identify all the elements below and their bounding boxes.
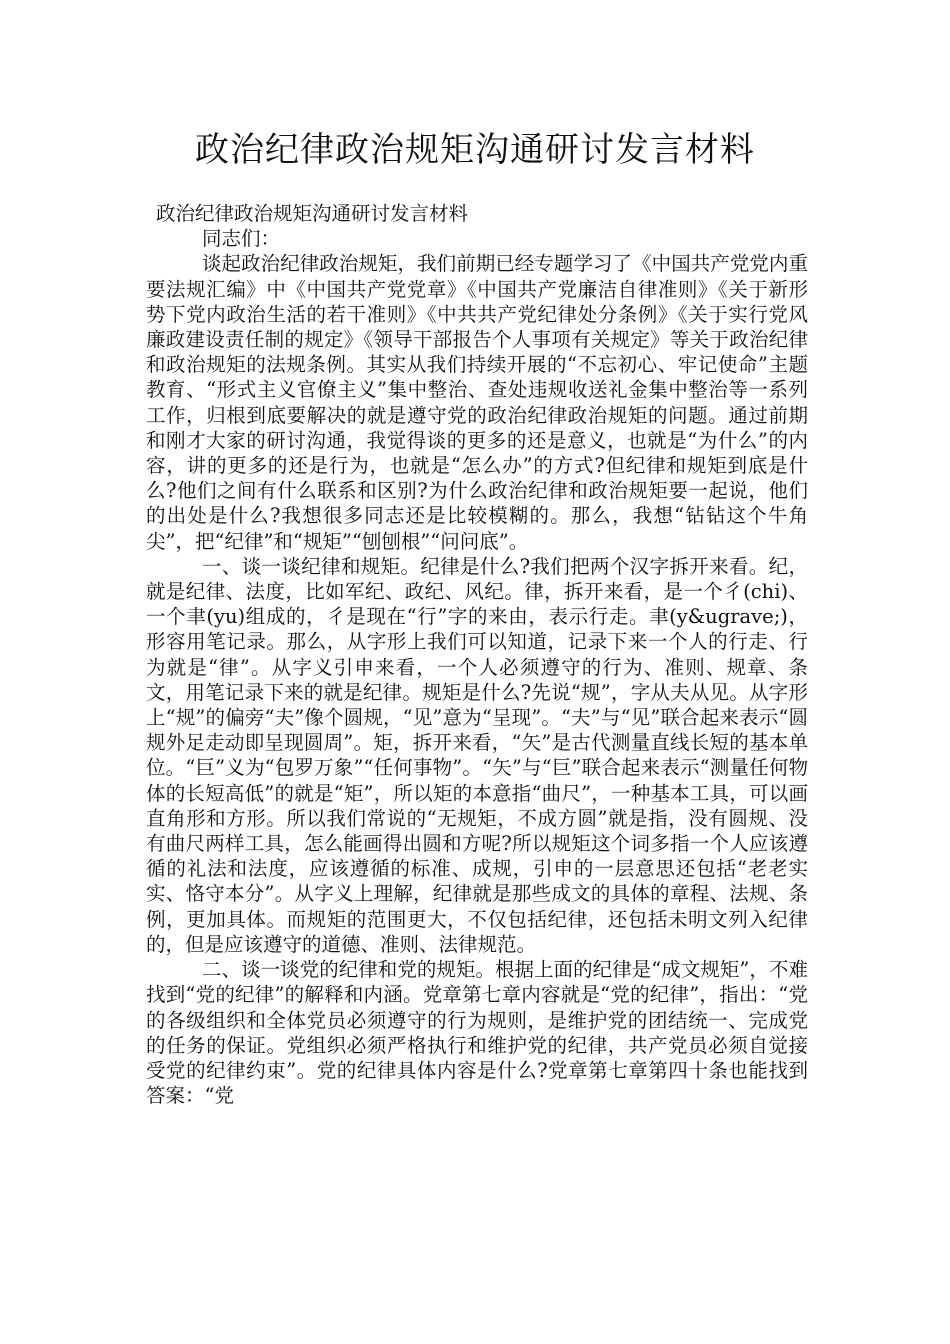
body-paragraph-1: 谈起政治纪律政治规矩，我们前期已经专题学习了《中国共产党党内重要法规汇编》中《中国共产党党章》《中国共产党廉洁自律准则》《关于新形势下党内政治生活的若干准则》《中共共产党纪律处分条例》《关于实行党风廉政建设责任制的规定》《领导干部报告个人事项有关规定》等关于政治纪律和政治规矩的法规条例。其实从我们持续开展的“不忘初心、牢记使命”主题教育、“形式主义官僚主义”集中整治、查处违规收送礼金集中整治等一系列工作，归根到底要解决的就是遵守党的政治纪律政治规矩的问题。通过前期和刚才大家的研讨沟通，我觉得谈的更多的还是意义，也就是“为什么”的内容，讲的更多的还是行为，也就是“怎么办”的方式?但纪律和规矩到底是什么?他们之间有什么联系和区别?为什么政治纪律和政治规矩要一起说，他们的出处是什么?我想很多同志还是比较模糊的。那么，我想“钻钻这个牛角尖”，把“纪律”和“规矩”“刨刨根”“问问底”。 [146, 252, 808, 553]
document-title: 政治纪律政治规矩沟通研讨发言材料 [195, 130, 755, 170]
body-paragraph-2: 一、谈一谈纪律和规矩。纪律是什么?我们把两个汉字拆开来看。纪，就是纪律、法度，比如军纪、政纪、风纪。律，拆开来看，是一个彳(chi)、一个聿(yu)组成的，彳是现在“行”字的来由，表示行走。聿(y&ugrave;)，形容用笔记录。那么，从字形上我们可以知道，记录下来一个人的行走、行为就是“律”。从字义引申来看，一个人必须遵守的行为、准则、规章、条文，用笔记录下来的就是纪律。规矩是什么?先说“规”，字从夫从见。从字形上“规”的偏旁“夫”像个圆规，“见”意为“呈现”。“夫”与“见”联合起来表示“圆规外足走动即呈现圆周”。矩，拆开来看，“矢”是古代测量直线长短的基本单位。“巨”义为“包罗万象”“任何事物”。“矢”与“巨”联合起来表示“测量任何物体的长短高低”的就是“矩”，所以矩的本意指“曲尺”，一种基本工具，可以画直角形和方形。所以我们常说的“无规矩，不成方圆”就是指，没有圆规、没有曲尺两样工具，怎么能画得出圆和方呢?所以规矩这个词多指一个人应该遵循的礼法和法度，应该遵循的标准、成规，引申的一层意思还包括“老老实实、恪守本分”。从字义上理解，纪律就是那些成文的具体的章程、法规、条例，更加具体。而规矩的范围更大，不仅包括纪律，还包括未明文列入纪律的，但是应该遵守的道德、准则、法律规范。 [146, 554, 808, 956]
document-body [146, 201, 808, 1108]
body-paragraph-3: 二、谈一谈党的纪律和党的规矩。根据上面的纪律是“成文规矩”，不难找到“党的纪律”的解释和内涵。党章第七章内容就是“党的纪律”，指出：“党的各级组织和全体党员必须遵守的行为规则，是维护党的团结统一、完成党的任务的保证。党组织必须严格执行和维护党的纪律，共产党员必须自觉接受党的纪律约束”。党的纪律具体内容是什么?党章第七章第四十条也能找到答案：“党 [146, 958, 808, 1108]
document-subtitle: 政治纪律政治规矩沟通研讨发言材料 [156, 202, 469, 225]
greeting: 同志们： [202, 227, 281, 251]
